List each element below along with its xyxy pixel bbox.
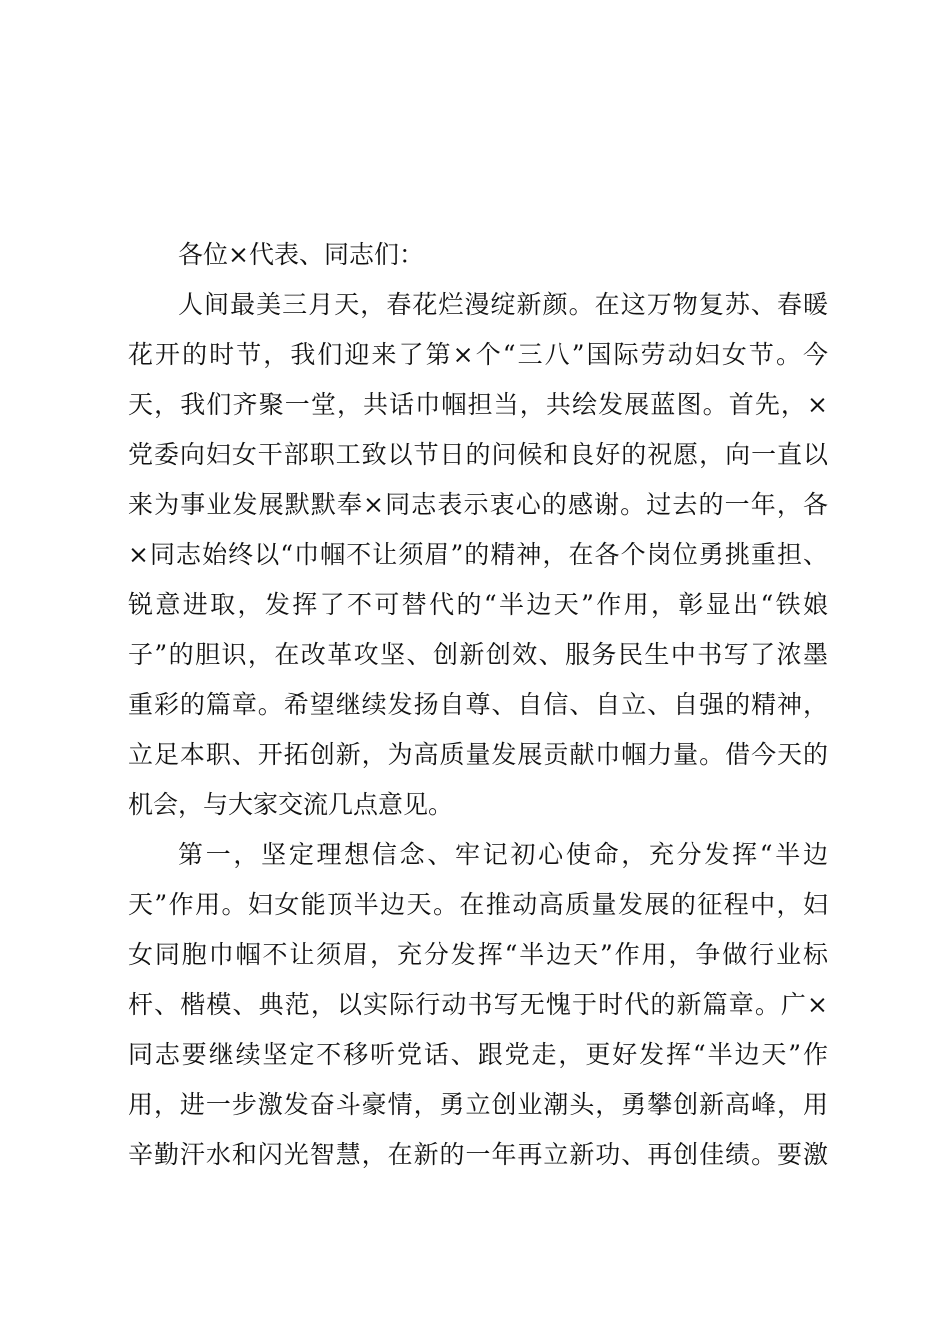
paragraph-1-line-3: 天，我们齐聚一堂，共话巾帼担当，共绘发展蓝图。首先，× [128, 390, 828, 419]
paragraph-2-line-6: 用，进一步激发奋斗豪情，勇立创业潮头，勇攀创新高峰，用 [128, 1090, 828, 1119]
paragraph-1-line-4: 党委向妇女干部职工致以节日的问候和良好的祝愿，向一直以 [128, 440, 828, 469]
paragraph-2-line-5: 同志要继续坚定不移听党话、跟党走，更好发挥“半边天”作 [128, 1040, 828, 1069]
paragraph-1-line-5: 来为事业发展默默奉×同志表示衷心的感谢。过去的一年，各 [128, 490, 828, 519]
paragraph-1-line-7: 锐意进取，发挥了不可替代的“半边天”作用，彰显出“铁娘 [128, 590, 828, 619]
paragraph-2-line-1: 第一，坚定理想信念、牢记初心使命，充分发挥“半边 [178, 840, 828, 869]
paragraph-1-line-11: 机会，与大家交流几点意见。 [128, 790, 454, 819]
paragraph-1-line-9: 重彩的篇章。希望继续发扬自尊、自信、自立、自强的精神， [128, 690, 828, 719]
paragraph-2-line-2: 天”作用。妇女能顶半边天。在推动高质量发展的征程中，妇 [128, 890, 828, 919]
paragraph-2-line-4: 杆、楷模、典范，以实际行动书写无愧于时代的新篇章。广× [128, 990, 828, 1019]
paragraph-1-line-6: ×同志始终以“巾帼不让须眉”的精神，在各个岗位勇挑重担、 [128, 540, 828, 569]
paragraph-1-line-1: 人间最美三月天，春花烂漫绽新颜。在这万物复苏、春暖 [178, 290, 828, 319]
salutation: 各位×代表、同志们： [178, 240, 424, 269]
paragraph-1-line-8: 子”的胆识，在改革攻坚、创新创效、服务民生中书写了浓墨 [128, 640, 828, 669]
paragraph-2-line-3: 女同胞巾帼不让须眉，充分发挥“半边天”作用，争做行业标 [128, 940, 828, 969]
paragraph-2-line-7: 辛勤汗水和闪光智慧，在新的一年再立新功、再创佳绩。要激 [128, 1140, 828, 1169]
paragraph-1-line-2: 花开的时节，我们迎来了第×个“三八”国际劳动妇女节。今 [128, 340, 828, 369]
paragraph-1-line-10: 立足本职、开拓创新，为高质量发展贡献巾帼力量。借今天的 [128, 740, 828, 769]
